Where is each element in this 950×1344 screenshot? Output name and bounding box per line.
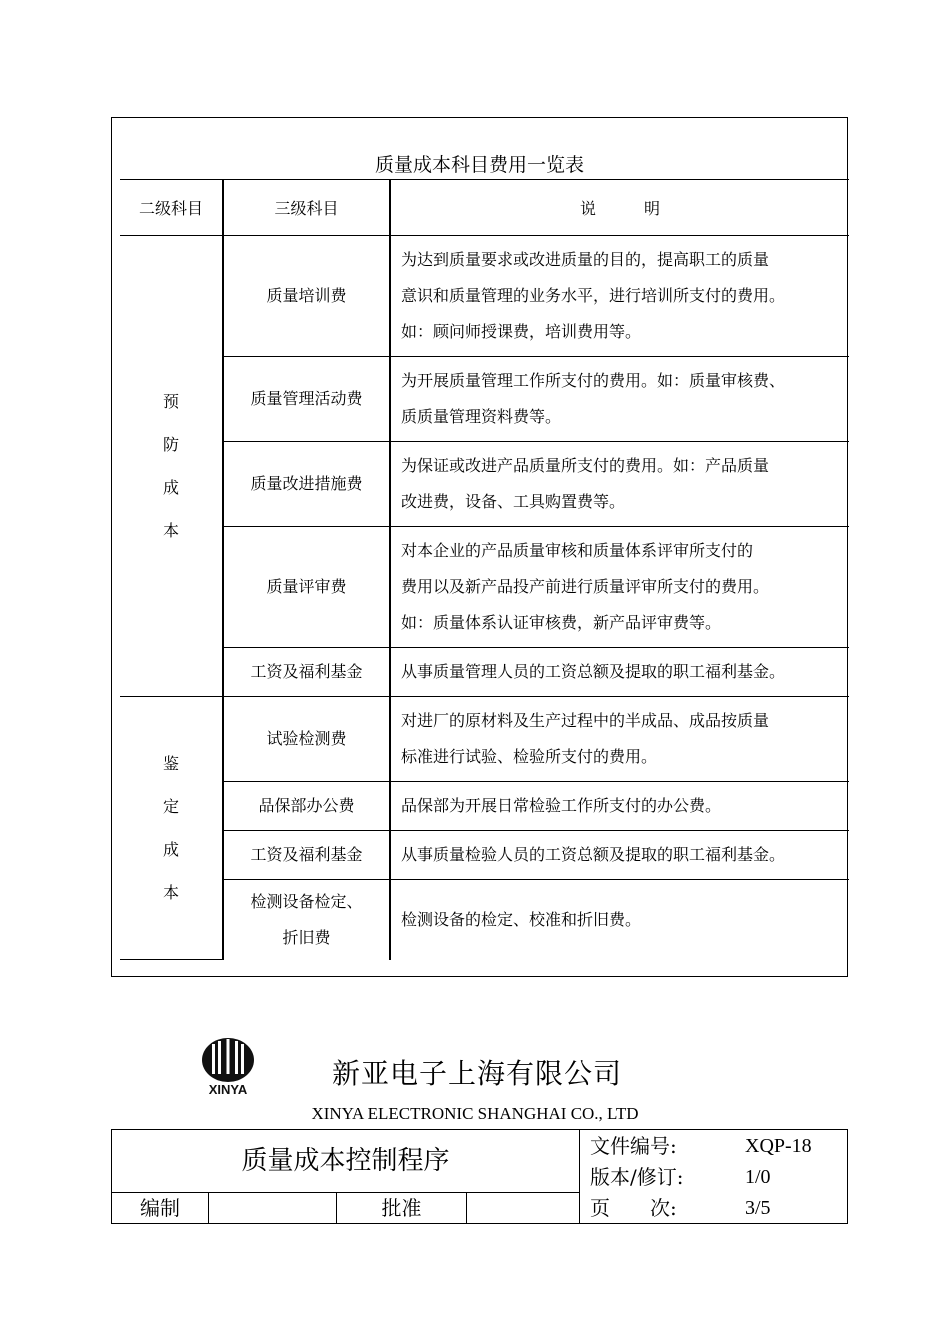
item-cell: 工资及福利基金 [223,648,390,697]
table-body [120,236,849,960]
description-cell: 为保证或改进产品质量所支付的费用。如：产品质量 改进费，设备、工具购置费等。 [390,442,849,527]
item-cell: 试验检测费 [223,697,390,782]
description-cell: 从事质量管理人员的工资总额及提取的职工福利基金。 [390,648,849,697]
page-value: 3/5 [745,1197,771,1219]
category-char: 成 [163,478,180,497]
table-row [120,880,849,960]
category-char: 鉴 [163,754,180,773]
page-row [590,1193,840,1224]
table-row [120,357,849,442]
prepared-label: 编制 [112,1193,209,1224]
doc-number-label: 文件编号: [590,1134,677,1158]
description-cell: 对本企业的产品质量审核和质量体系评审所支付的 费用以及新产品投产前进行质量评审所支付的费用。 如：质量体系认证审核费，新产品评审费等。 [390,527,849,648]
description-cell: 从事质量检验人员的工资总额及提取的职工福利基金。 [390,831,849,880]
item-cell: 质量培训费 [223,236,390,357]
category-char: 防 [163,435,180,454]
version-label: 版本/修订: [590,1165,684,1189]
version-row [590,1162,840,1193]
page-label: 页 次: [590,1196,677,1220]
item-cell: 品保部办公费 [223,782,390,831]
category-char: 本 [163,521,180,540]
table-row [120,697,849,782]
procedure-title: 质量成本控制程序 [112,1130,580,1193]
header-explain: 说 明 [390,180,849,236]
version-value: 1/0 [745,1166,771,1188]
table-row [120,648,849,697]
description-cell: 对进厂的原材料及生产过程中的半成品、成品按质量 标准进行试验、检验所支付的费用。 [390,697,849,782]
table-header-row [120,180,849,236]
description-cell: 为开展质量管理工作所支付的费用。如：质量审核费、 质质量管理资料费等。 [390,357,849,442]
item-cell: 质量管理活动费 [223,357,390,442]
header-level3: 三级科目 [223,180,390,236]
description-cell: 品保部为开展日常检验工作所支付的办公费。 [390,782,849,831]
category-cell [120,236,223,697]
category-char: 预 [163,392,180,411]
header-level2: 二级科目 [120,180,223,236]
doc-number-value: XQP-18 [745,1135,812,1157]
document-meta [580,1130,848,1223]
item-cell: 质量评审费 [223,527,390,648]
item-cell: 检测设备检定、 折旧费 [223,880,390,960]
table-title: 质量成本科目费用一览表 [374,154,584,176]
table-row [120,782,849,831]
approved-value [467,1193,580,1224]
logo-text: XINYA [208,1082,248,1096]
description-cell: 检测设备的检定、校准和折旧费。 [390,880,849,960]
item-cell: 质量改进措施费 [223,442,390,527]
company-name-en: XINYA ELECTRONIC SHANGHAI CO., LTD [311,1104,639,1123]
item-cell: 工资及福利基金 [223,831,390,880]
table-row [120,442,849,527]
xinya-logo-icon [198,1036,258,1096]
table-row [120,527,849,648]
category-char: 成 [163,840,180,859]
cost-items-table [120,179,849,960]
table-row [120,831,849,880]
approved-label: 批准 [337,1193,467,1224]
category-char: 本 [163,883,180,902]
document-footer [111,1129,848,1224]
cost-table-frame [111,117,848,977]
company-name-cn: 新亚电子上海有限公司 [332,1057,623,1090]
table-row [120,236,849,357]
doc-number-row [590,1131,840,1162]
category-cell [120,697,223,960]
category-char: 定 [163,797,180,816]
prepared-value [209,1193,337,1224]
description-cell: 为达到质量要求或改进质量的目的，提高职工的质量 意识和质量管理的业务水平，进行培训所支付的费用。 如：顾问师授课费，培训费用等。 [390,236,849,357]
